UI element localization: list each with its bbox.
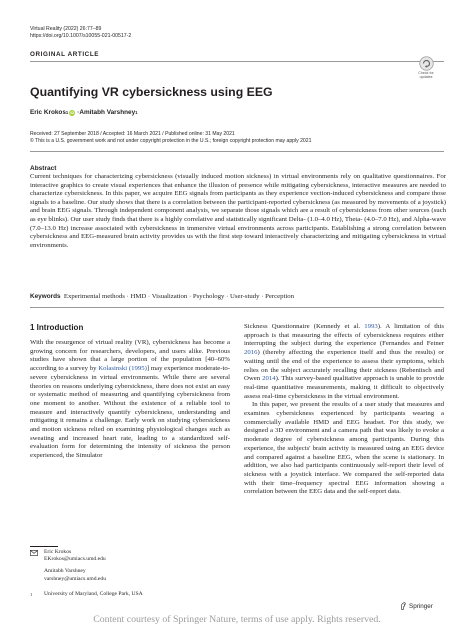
springer-horse-icon [400,602,407,610]
article-dates: Received: 27 September 2018 / Accepted: 16 March 2021 / Published online: 31 May 2021 [30,131,235,137]
affiliation-text: University of Maryland, College Park, USA [44,591,143,597]
check-updates-icon [419,56,434,71]
orcid-icon[interactable]: iD [70,109,75,115]
check-for-updates-badge[interactable] [412,56,440,84]
section-heading-introduction: 1 Introduction [30,323,84,332]
citation-link[interactable]: 1993 [364,323,378,330]
affiliation-note [30,591,143,598]
contact-name: Eric Krokos [44,549,72,555]
intro-paragraph-1: With the resurgence of virtual reality (VR), cybersickness has become a growing concern for researchers, developers, and users alike. Previous studies have shown that a large portion of the population [40–60% according to a survey by Kolasinski (1995)] may experience moderate-to-severe cybersickness in virtual environments. While there are several theories on reasons underlying cybersickness, there does not exist an easy or systematic method of measuring and quantifying cybersickness from one moment to another. Without the existence of a reliable tool to measure and interactively quantify cybersickness, understanding and mitigating it remains a challenge. Early work on studying cybersickness and motion sickness relied on examining physiological changes such as sweating and increased heart rate, leading to a standardized self-evaluation form for determining the intensity of sickness the person experienced, the Simulator [30,339,230,460]
keywords-line [30,293,446,302]
author-affil: 1 [135,110,138,115]
right-column [244,323,444,497]
left-column [30,339,230,461]
keywords-text: Experimental methods · HMD · Visualization · Psychology · User-study · Perception [63,293,295,300]
author-separator: · [77,109,80,116]
contact-block [30,549,106,583]
meta-rule [30,151,444,152]
publisher-name: Springer [409,602,433,610]
check-updates-line1: Check for [418,71,434,75]
abstract-text: Current techniques for characterizing cybersickness (visually induced motion sickness) in virtual environments rely on qualitative questionnaires. For interactive graphics to create visual experiences that enhance the illusion of presence while mitigating cybersickness, interactive measures are needed to characterize cybersickness. In this paper, we acquire EEG signals from participants as they experience vection-induced cybersickness and compare those signals to a baseline. Our study shows that there is a correlation between the participant-reported cybersickness (as measured by movements of a joystick) and brain EEG signals. Through independent component analysis, we separate those signals which are a result of cybersickness from other sources (such as eye blinks). Our user study finds that there is a highly correlative and statistically significant Delta- (1.0–4.0 Hz), Theta- (4.0–7.0 Hz), and Alpha-wave (7.0–13.0 Hz) increase associated with cybersickness in immersive virtual environments across participants. Establishing a strong correlation between cybersickness and EEG-measured brain activity provides us with the first step toward interactively characterizing and mitigating cybersickness in virtual environments. [30,173,446,249]
author-affil: 1 [65,110,69,115]
contact-email[interactable]: EKrokos@umiacs.umd.edu [44,556,106,563]
courtesy-notice: Content courtesy of Springer Nature, terms of use apply. Rights reserved. [93,614,381,625]
copyright-notice: © This is a U.S. government work and not under copyright protection in the U.S.; foreign copyright protection may apply 2021 [30,138,312,144]
check-updates-line2: updates [419,75,433,79]
author-name[interactable]: Amitabh Varshney [79,109,136,116]
contact-name: Amitabh Varshney [44,568,86,575]
keywords-rule [30,307,444,308]
author-list [30,109,137,116]
article-title: Quantifying VR cybersickness using EEG [30,85,273,99]
article-type: ORIGINAL ARTICLE [30,51,100,58]
citation-link[interactable]: 2016 [244,349,258,357]
doi-link[interactable]: https://doi.org/10.1007/s10055-021-00517-2 [30,33,132,39]
intro-paragraph-3: In this paper, we present the results of a user study that measures and examines cybersickness experienced by participants wearing a commercially available HMD and EEG headset. For this study, we designed a 3D environment and a camera path that was likely to evoke a moderate degree of cybersickness among participants. During this experience, the subjects' brain activity is measured using an EEG device and compared against a baseline EEG, when the scene is stationary. In addition, we also had participants continuously self-report their level of sickness with a joystick interface. We compared the self-reported data with their time–frequency spectral EEG information showing a correlation between the EEG data and the self-report data. [244,401,444,496]
contact-email[interactable]: varshney@umiacs.umd.edu [44,575,107,582]
abstract-heading: Abstract [30,165,57,172]
citation-link[interactable]: 2014 [262,375,276,383]
author-name[interactable]: Eric Krokos [30,109,66,116]
envelope-icon [30,550,38,556]
keywords-label: Keywords [30,293,61,300]
header-rule [30,61,444,62]
journal-citation: Virtual Reality (2022) 26:77–89 [30,26,102,32]
affiliation-number: 1 [30,592,33,597]
intro-paragraph-2: Sickness Questionnaire (Kennedy et al. 1993). A limitation of this approach is that measuring the effects of cybersickness requires either interrupting the subject during the experience (Fernandes and Feiner 2016) (thereby affecting the experience itself and thus the results) or waiting until the end of the experience to assess their symptoms, which relies on the subject accurately recalling their sickness (Rebenitsch and Owen 2014). This survey-based qualitative approach is unable to provide real-time quantitative measurements, making it difficult to objectively assess real-time cybersickness in the virtual environment. [244,323,445,400]
publisher-logo [400,602,433,610]
citation-link[interactable]: Kolasinski (1995) [98,365,147,373]
footnote-rule [30,546,58,547]
